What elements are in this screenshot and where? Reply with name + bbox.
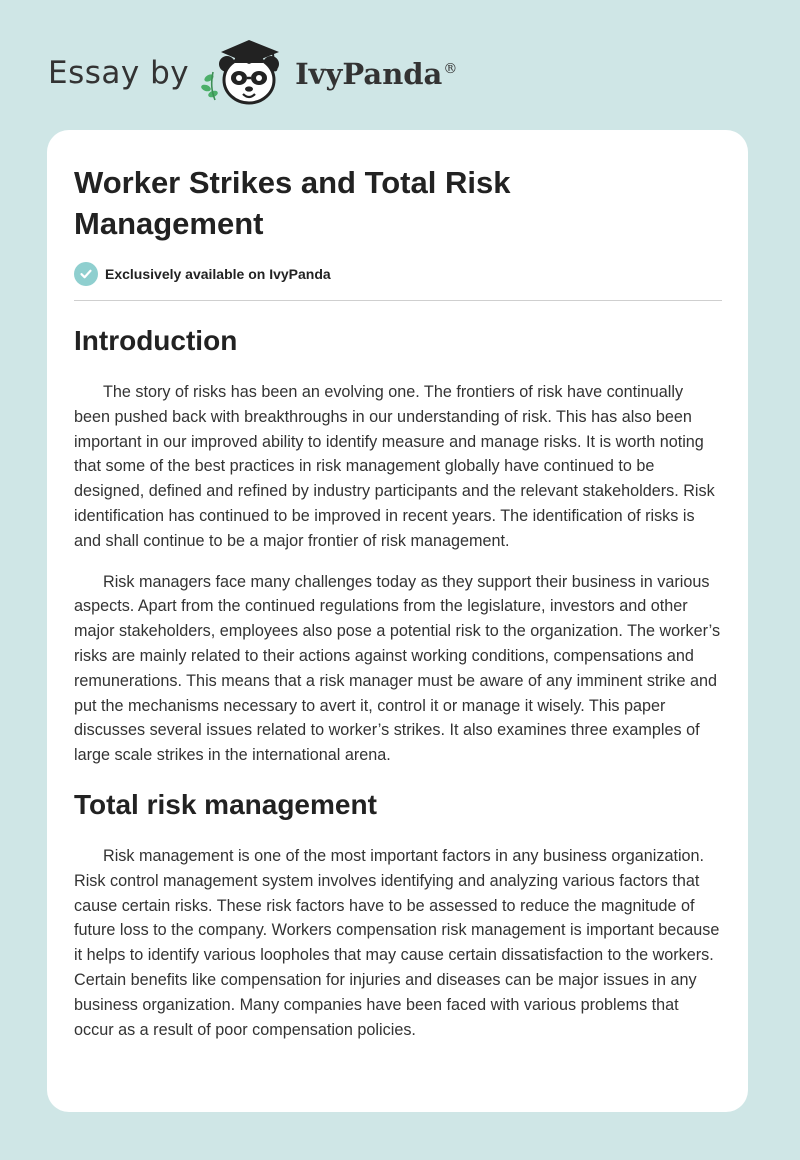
brand-name: IvyPanda®: [295, 57, 458, 91]
article-title: Worker Strikes and Total Risk Management: [74, 165, 511, 241]
brand-prefix: Essay by: [48, 55, 190, 91]
check-icon: [74, 262, 98, 286]
paragraph: Risk management is one of the most important factors in any business organization. Risk control management system involves identifying and analyzing various factors that cause certain risks. These risk factors have to be assessed to reduce the magnitude of future loss to the company. Workers compensation risk management is important because it helps to identify various loopholes that may cause certain dissatisfaction to the workers. Certain benefits like compensation for injuries and diseases can be major issues in any business organization. Many companies have been faced with various problems that occur as a result of poor compensation policies.: [74, 846, 720, 1039]
brand-header: [48, 34, 457, 110]
article-card: [47, 130, 748, 1112]
badge-text: Exclusively available on IvyPanda: [105, 266, 331, 282]
panda-graduation-icon: [201, 34, 293, 110]
divider: [74, 300, 722, 301]
paragraph: The story of risks has been an evolving one. The frontiers of risk have continually been pushed back with breakthroughs in our understanding of risk. This has also been important in our improved ability to identify measure and manage risks. It is worth noting that some of the best practices in risk management globally have continued to be designed, defined and refined by industry participants and the relevant stakeholders. Risk identification has continued to be improved in recent years. The identification of risks is and shall continue to be a major frontier of risk management.: [74, 383, 715, 550]
section-heading-introduction: Introduction: [74, 325, 238, 356]
exclusive-badge: [74, 262, 722, 286]
section-heading-total-risk-management: Total risk management: [74, 788, 377, 820]
paragraph: Risk managers face many challenges today as they support their business in various aspects. Apart from the continued regulations from the legislature, investors and other major stakeholders, employees also pose a potential risk to the organization. The worker’s risks are mainly related to their actions against working conditions, compensations and remunerations. This means that a risk manager must be aware of any imminent strike and put the mechanisms necessary to avert it, control it or manage it wisely. This paper discusses several issues related to worker’s strikes. It also examines three examples of large scale strikes in the international arena.: [74, 572, 721, 765]
